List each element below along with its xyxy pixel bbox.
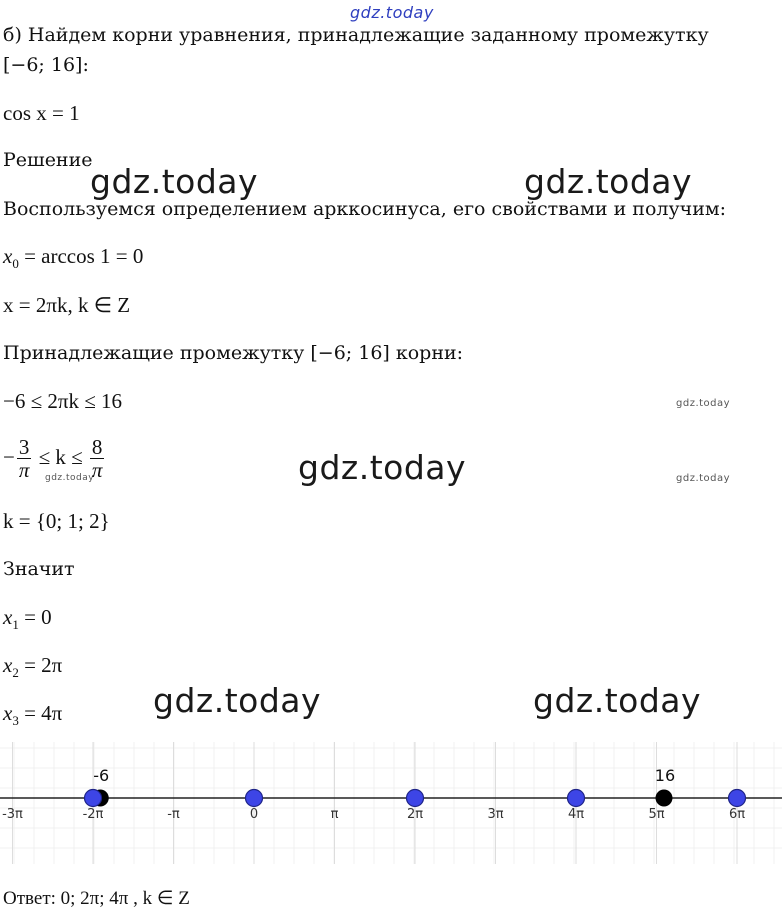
x0-formula	[3, 244, 144, 271]
root-marker	[568, 790, 585, 807]
watermark: gdz.today	[350, 3, 434, 22]
watermark: gdz.today	[676, 473, 731, 484]
watermark: gdz.today	[298, 448, 467, 487]
watermark: gdz.today	[524, 162, 693, 201]
root-marker	[246, 790, 263, 807]
root-sub: 1	[12, 617, 19, 632]
root-sub: 3	[12, 713, 19, 728]
heading-line1: б) Найдем корни уравнения, принадлежащие заданному промежутку	[3, 24, 709, 46]
tick-label: 6π	[728, 807, 746, 822]
ineq-prefix: −	[3, 444, 15, 469]
endpoint-label: -6	[93, 766, 110, 785]
intro-text: Воспользуемся определением арккосинуса, его свойствами и получим:	[3, 198, 727, 220]
root-expr: = 4π	[24, 701, 63, 725]
equation: cos x = 1	[3, 101, 80, 125]
root-expr: = 2π	[24, 653, 63, 677]
root-expr: = 0	[24, 605, 52, 629]
fraction-right-num: 8	[91, 435, 103, 459]
tick-label: 5π	[648, 807, 665, 822]
tick-label: 2π	[406, 807, 424, 822]
endpoint-label: 16	[654, 766, 676, 785]
tick-label: 3π	[487, 807, 504, 822]
heading-line2: [−6; 16]:	[3, 54, 89, 76]
answer: Ответ: 0; 2π; 4π , k ∈ Z	[3, 888, 190, 909]
number-line	[0, 742, 782, 864]
fraction-left-den: π	[18, 458, 30, 483]
inequality-2	[3, 436, 106, 482]
root-marker	[85, 790, 102, 807]
tick-label: 0	[249, 807, 259, 822]
root-sub: 2	[12, 665, 19, 680]
watermark: gdz.today	[90, 162, 259, 201]
tick-label: 4π	[567, 807, 585, 822]
inequality-1: −6 ≤ 2πk ≤ 16	[3, 389, 122, 413]
x0-sub: 0	[12, 256, 19, 271]
fraction-left	[17, 436, 32, 482]
x0-expr: = arccos 1 = 0	[24, 244, 144, 268]
root-marker	[729, 790, 746, 807]
root-marker	[407, 790, 424, 807]
solution-label: Решение	[3, 149, 93, 171]
therefore: Значит	[3, 558, 75, 580]
root-var: x	[3, 605, 13, 629]
watermark: gdz.today	[153, 681, 322, 720]
root-x2	[3, 653, 63, 680]
watermark: gdz.today	[676, 398, 731, 409]
endpoint-marker	[655, 790, 672, 807]
root-var: x	[3, 653, 13, 677]
tick-label: -2π	[82, 807, 104, 822]
fraction-left-num: 3	[18, 435, 30, 459]
tick-label: -π	[167, 807, 180, 822]
k-set: k = {0; 1; 2}	[3, 509, 110, 533]
watermark: gdz.today	[45, 473, 95, 483]
tick-label: π	[330, 807, 339, 822]
x0-var: x	[3, 244, 13, 268]
tick-label: -3π	[2, 807, 23, 822]
watermark: gdz.today	[533, 681, 702, 720]
fraction-right	[90, 436, 105, 482]
root-var: x	[3, 701, 13, 725]
root-x3	[3, 701, 63, 728]
interval-text: Принадлежащие промежутку [−6; 16] корни:	[3, 342, 464, 364]
fraction-right-den: π	[91, 458, 103, 483]
ineq-middle: ≤ k ≤	[38, 444, 83, 469]
root-x1	[3, 605, 52, 632]
general-solution: x = 2πk, k ∈ Z	[3, 293, 131, 317]
